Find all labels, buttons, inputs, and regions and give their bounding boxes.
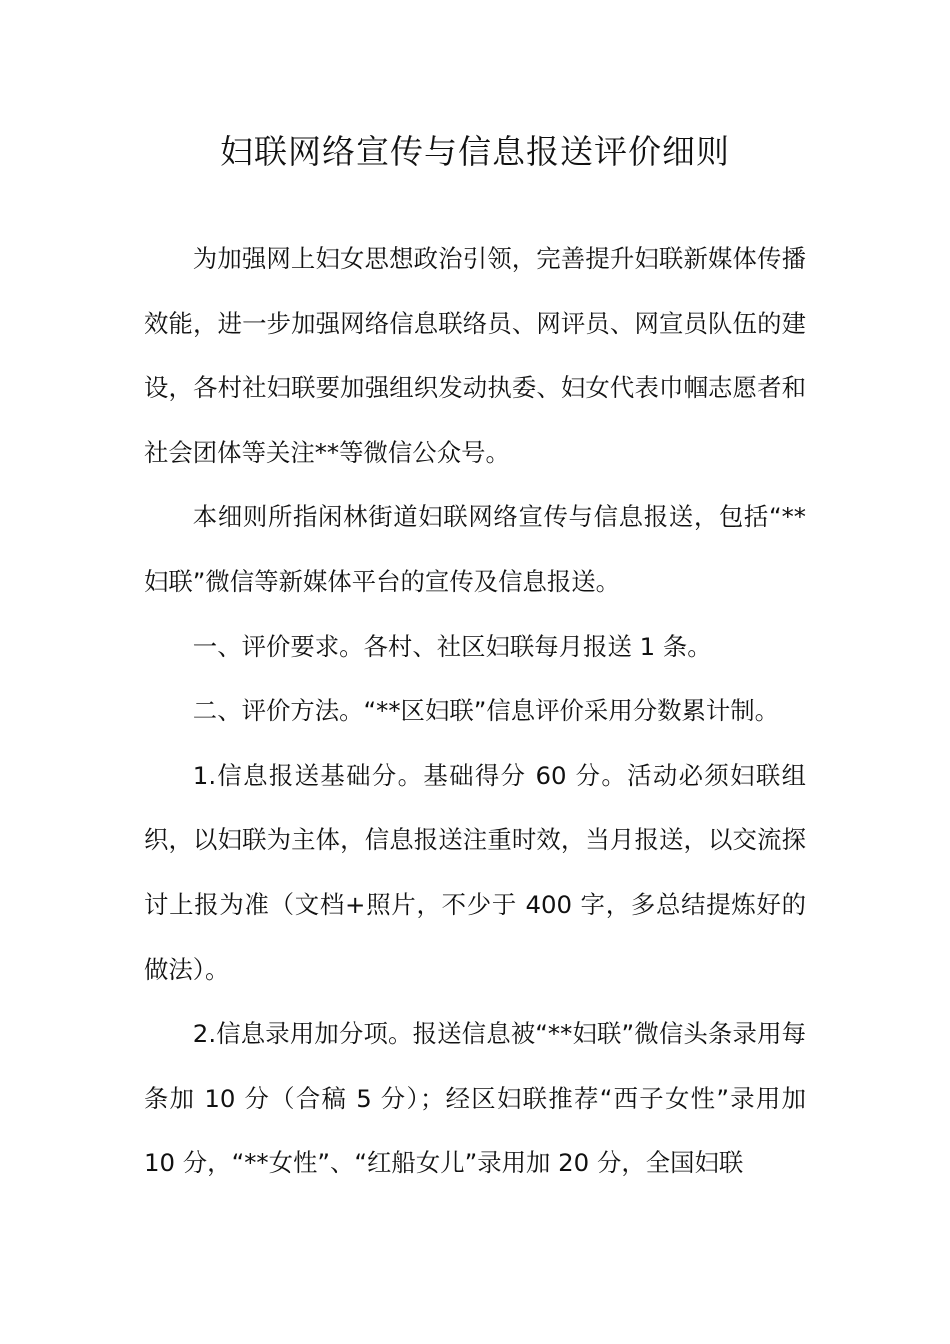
paragraph-base-score: 1.信息报送基础分。基础得分 60 分。活动必须妇联组织，以妇联为主体，信息报送注重时效，当月报送，以交流探讨上报为准（文档+照片，不少于 400 字，多总结提炼好的做法）。	[144, 760, 806, 984]
document-body	[144, 227, 806, 1196]
paragraph-bonus-score: 2.信息录用加分项。报送信息被“**妇联”微信头条录用每条加 10 分（合稿 5 分）；经区妇联推荐“西子女性”录用加 10 分，“**女性”、“红船女儿”录用加 20 分，全国妇联	[144, 1019, 806, 1178]
paragraph-requirements: 一、评价要求。各村、社区妇联每月报送 1 条。	[192, 631, 712, 661]
paragraph-method: 二、评价方法。“**区妇联”信息评价采用分数累计制。	[192, 696, 780, 726]
document-title: 妇联网络宣传与信息报送评价细则	[220, 132, 730, 171]
paragraph-intro: 为加强网上妇女思想政治引领，完善提升妇联新媒体传播效能，进一步加强网络信息联络员、网评员、网宣员队伍的建设，各村社妇联要加强组织发动执委、妇女代表巾帼志愿者和社会团体等关注**等微信公众号。	[144, 244, 806, 467]
paragraph-scope: 本细则所指闲林街道妇联网络宣传与信息报送，包括“**妇联”微信等新媒体平台的宣传及信息报送。	[144, 502, 806, 596]
